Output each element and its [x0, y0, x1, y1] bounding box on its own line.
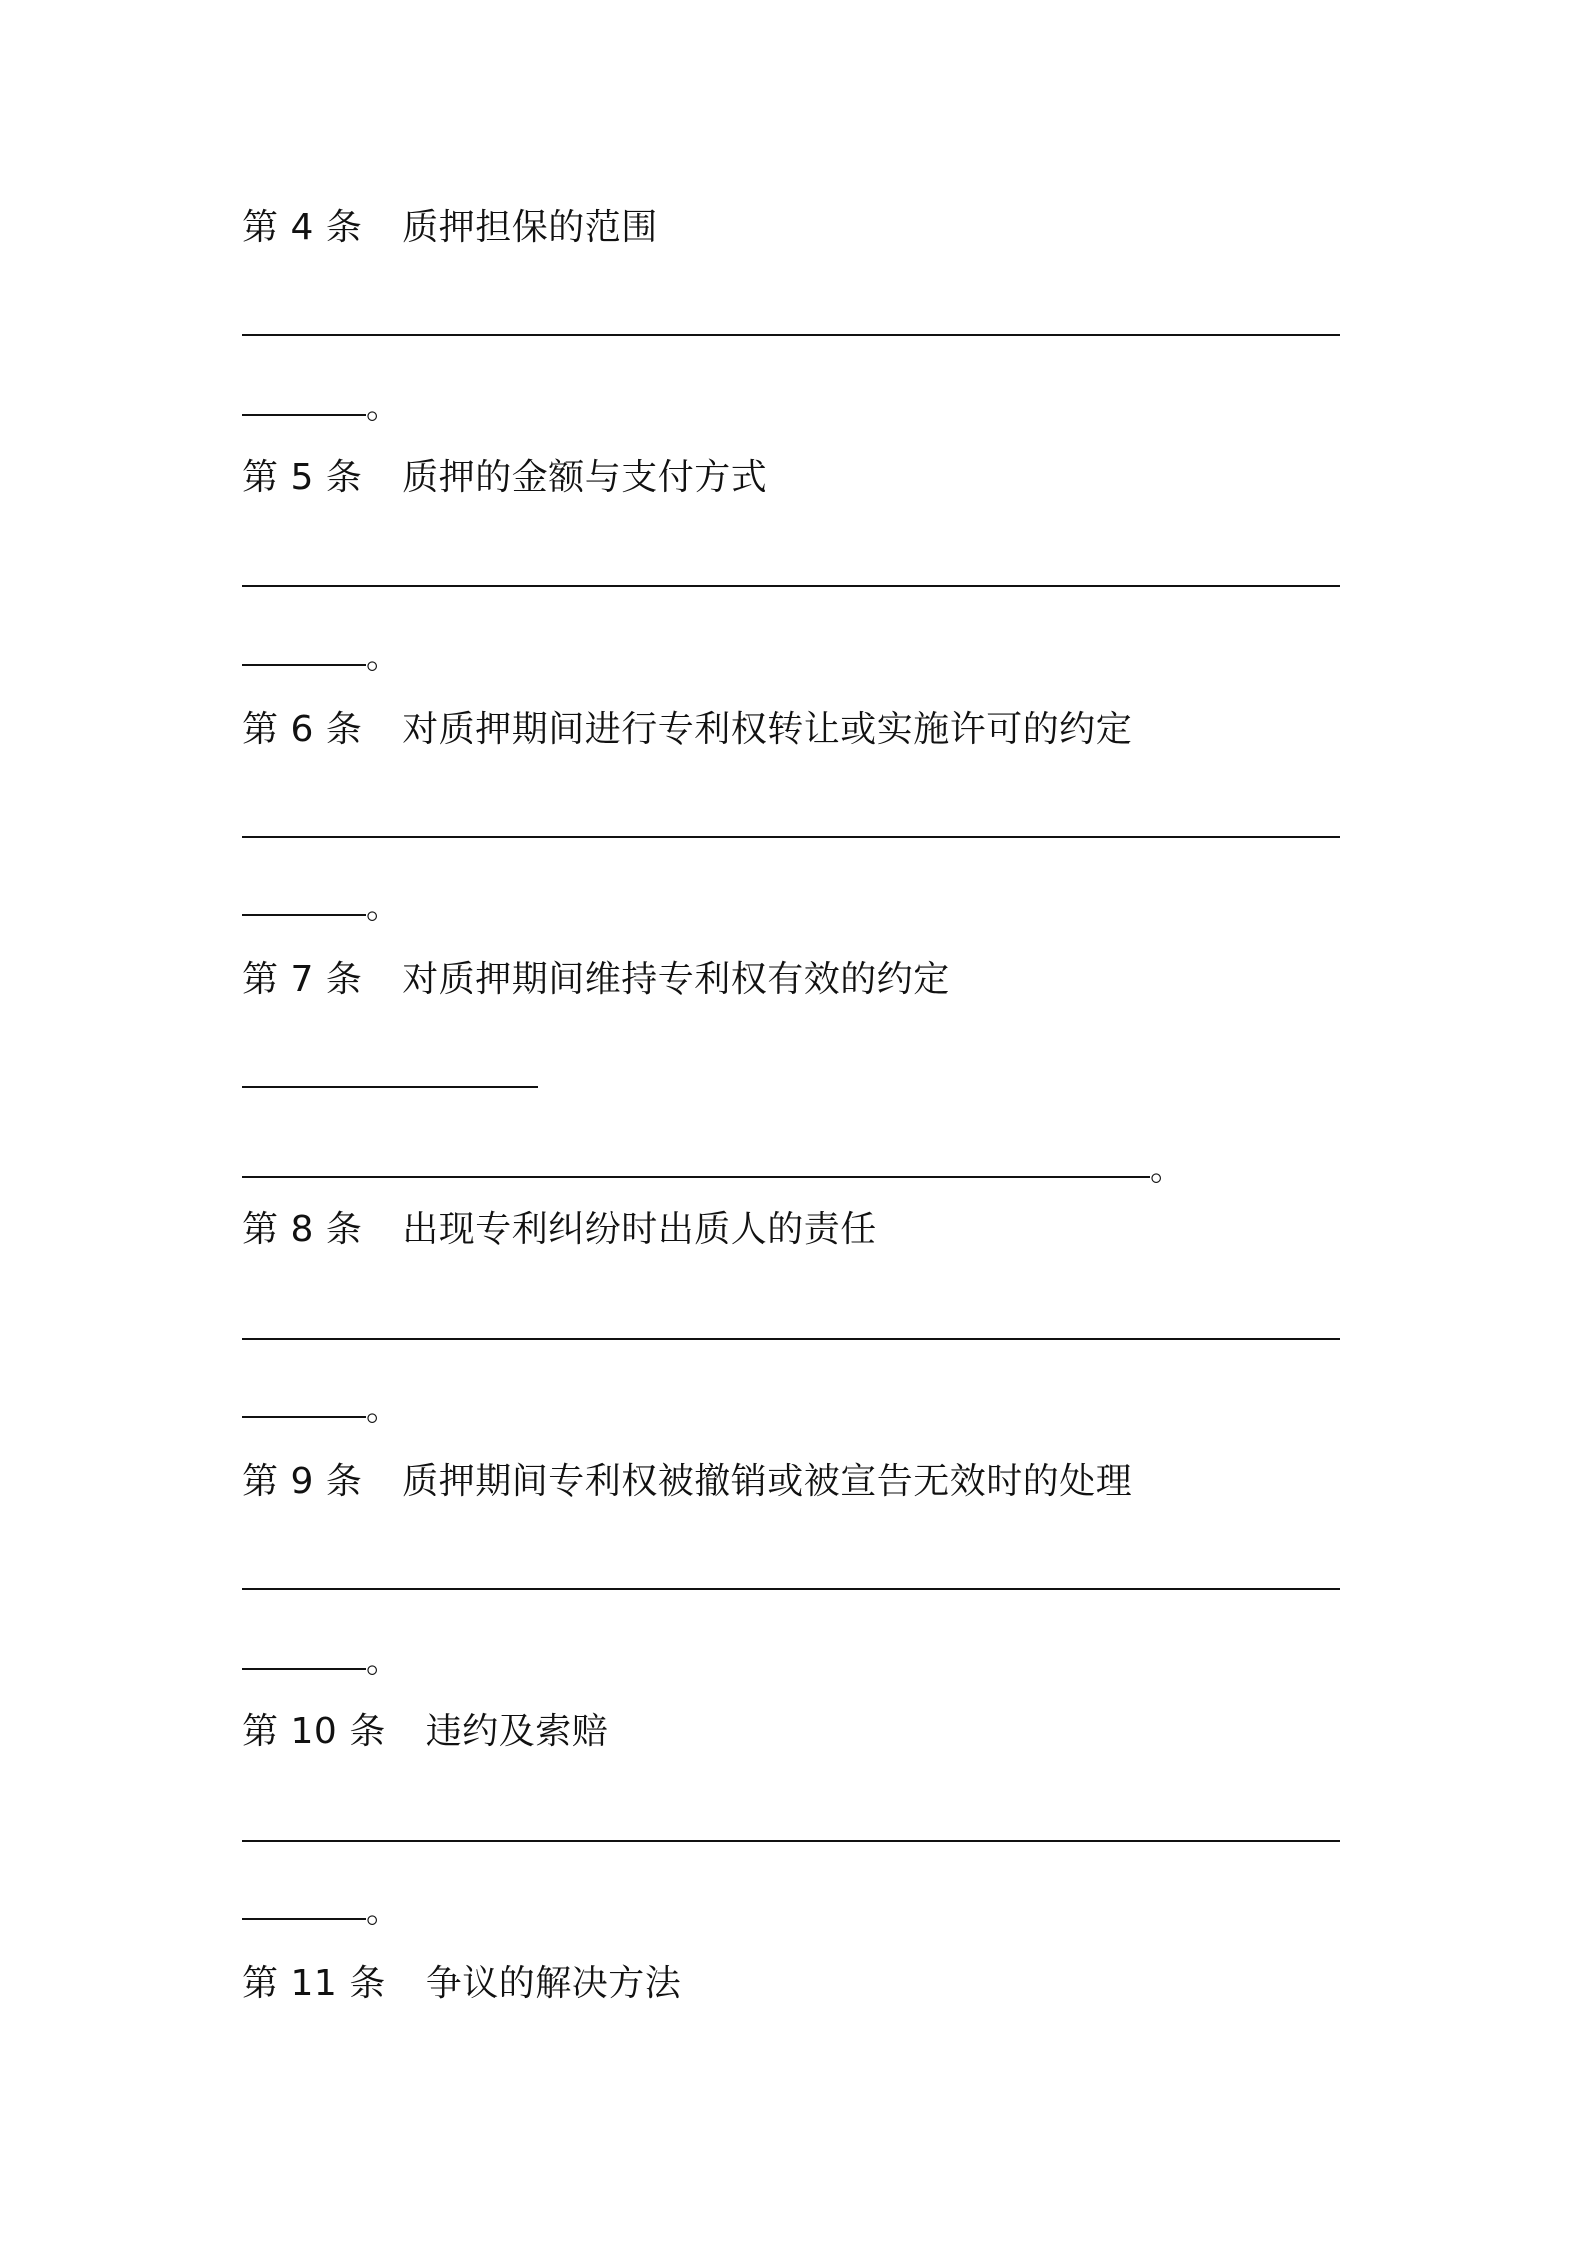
article-8-heading [242, 1208, 877, 1252]
article-6-title: 对质押期间进行专利权转让或实施许可的约定 [402, 709, 1133, 750]
article-5-end-mark: 。 [366, 637, 400, 677]
article-10-title: 违约及索赔 [425, 1711, 609, 1752]
article-10-number: 第 10 条 [242, 1711, 386, 1752]
article-9-end-mark: 。 [366, 1641, 400, 1681]
article-5-title: 质押的金额与支付方式 [402, 457, 768, 498]
article-10-fill-line-2[interactable] [242, 1918, 366, 1920]
article-6-fill-line-1[interactable] [242, 836, 1340, 838]
article-5-fill-line-2[interactable] [242, 664, 366, 666]
article-6-heading [242, 708, 1132, 752]
article-9-fill-line-1[interactable] [242, 1588, 1340, 1590]
article-9-heading [242, 1460, 1132, 1504]
article-5-fill-line-1[interactable] [242, 585, 1340, 587]
article-4-end-mark: 。 [366, 387, 400, 427]
article-5-number: 第 5 条 [242, 457, 363, 498]
article-4-heading [242, 206, 658, 250]
article-5-heading [242, 456, 767, 500]
article-6-end-mark: 。 [366, 887, 400, 927]
article-6-fill-line-2[interactable] [242, 914, 366, 916]
article-7-fill-line-1[interactable] [242, 1086, 538, 1088]
article-10-fill-line-1[interactable] [242, 1840, 1340, 1842]
article-11-heading [242, 1962, 681, 2006]
article-8-fill-line-2[interactable] [242, 1416, 366, 1418]
article-9-number: 第 9 条 [242, 1461, 363, 1502]
article-4-fill-line-1[interactable] [242, 334, 1340, 336]
article-7-fill-line-2[interactable] [242, 1176, 1150, 1178]
article-9-fill-line-2[interactable] [242, 1668, 366, 1670]
article-4-title: 质押担保的范围 [402, 207, 658, 248]
article-10-heading [242, 1710, 608, 1754]
article-7-title: 对质押期间维持专利权有效的约定 [402, 959, 950, 1000]
article-6-number: 第 6 条 [242, 709, 363, 750]
article-11-number: 第 11 条 [242, 1963, 386, 2004]
article-8-end-mark: 。 [366, 1389, 400, 1429]
article-8-number: 第 8 条 [242, 1209, 363, 1250]
article-4-fill-line-2[interactable] [242, 414, 366, 416]
article-4-number: 第 4 条 [242, 207, 363, 248]
article-8-fill-line-1[interactable] [242, 1338, 1340, 1340]
article-9-title: 质押期间专利权被撤销或被宣告无效时的处理 [402, 1461, 1133, 1502]
article-10-end-mark: 。 [366, 1891, 400, 1931]
article-7-number: 第 7 条 [242, 959, 363, 1000]
article-11-title: 争议的解决方法 [425, 1963, 682, 2004]
article-7-end-mark: 。 [1150, 1149, 1184, 1189]
article-7-heading [242, 958, 950, 1002]
article-8-title: 出现专利纠纷时出质人的责任 [402, 1209, 877, 1250]
